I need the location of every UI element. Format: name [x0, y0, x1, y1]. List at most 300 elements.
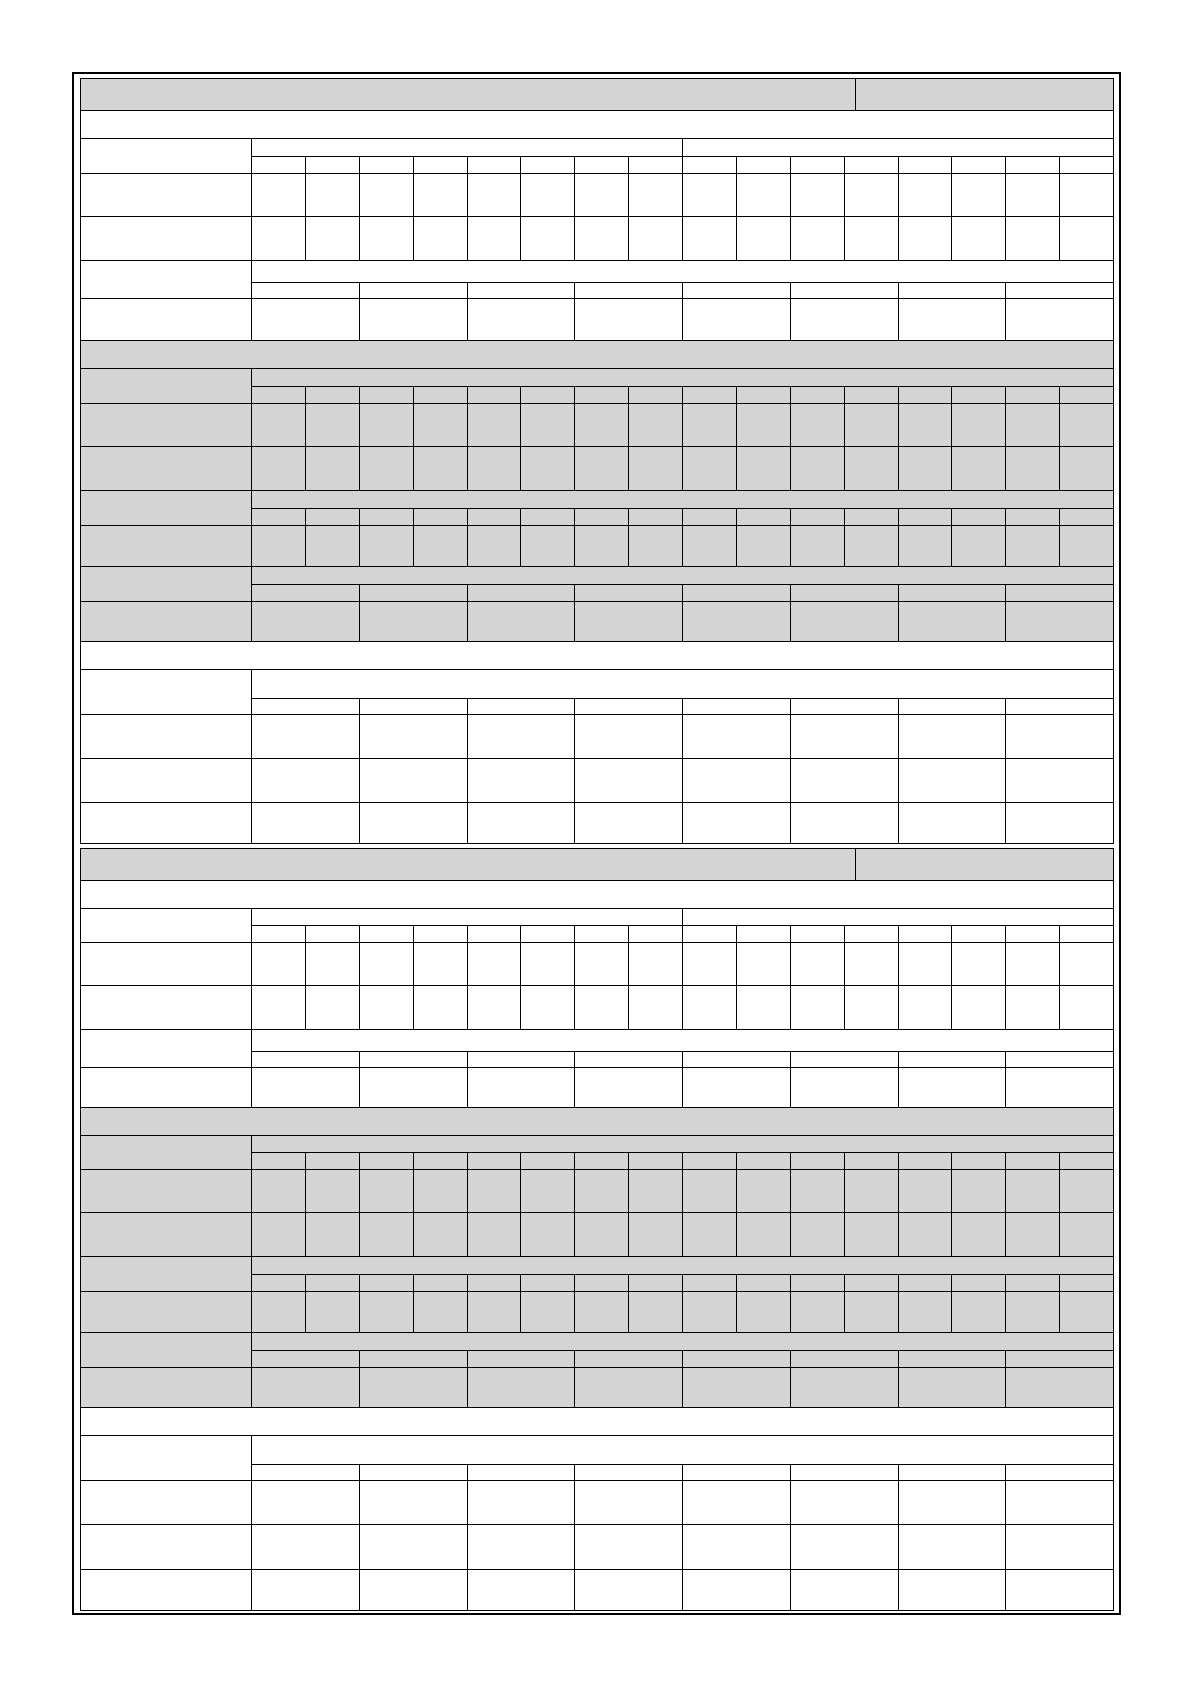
group-label-cell: [80, 1332, 252, 1368]
column-header-cell: [736, 1274, 791, 1292]
column-header-cell: [628, 1274, 683, 1292]
column-header-cell: [736, 386, 791, 404]
column-header-cell: [898, 1274, 953, 1292]
data-cell: [1059, 1291, 1114, 1333]
data-cell: [413, 1291, 468, 1333]
data-cell: [898, 1291, 953, 1333]
group-label-cell: [80, 566, 252, 602]
row-label-cell: [80, 173, 252, 217]
data-cell: [682, 1524, 791, 1570]
data-cell: [305, 525, 360, 567]
data-cell: [251, 525, 306, 567]
data-cell: [951, 173, 1006, 217]
column-header-cell: [467, 1274, 522, 1292]
data-cell: [467, 1169, 522, 1213]
column-header-cell: [413, 1152, 468, 1170]
column-header-cell: [790, 584, 899, 602]
data-cell: [898, 1480, 1007, 1525]
column-header-cell: [467, 386, 522, 404]
column-header-cell: [359, 925, 414, 943]
column-header-cell: [1005, 386, 1060, 404]
data-cell: [682, 1212, 737, 1257]
column-header-cell: [628, 508, 683, 526]
data-cell: [574, 173, 629, 217]
data-cell: [251, 1291, 306, 1333]
data-cell: [844, 173, 899, 217]
data-cell: [1059, 525, 1114, 567]
column-header-cell: [359, 386, 414, 404]
data-cell: [951, 403, 1006, 447]
data-cell: [467, 446, 522, 491]
column-header-cell: [682, 584, 791, 602]
data-cell: [790, 173, 845, 217]
data-cell: [251, 1067, 360, 1108]
column-header-cell: [736, 925, 791, 943]
data-cell: [467, 942, 522, 986]
data-cell: [682, 1067, 791, 1108]
data-cell: [628, 403, 683, 447]
column-header-cell: [898, 584, 1007, 602]
data-cell: [359, 1480, 468, 1525]
data-cell: [251, 802, 360, 844]
data-cell: [1059, 403, 1114, 447]
data-cell: [898, 714, 1007, 759]
data-cell: [1005, 942, 1060, 986]
data-cell: [574, 942, 629, 986]
column-header-cell: [359, 508, 414, 526]
data-cell: [1059, 173, 1114, 217]
data-cell: [898, 1169, 953, 1213]
data-cell: [898, 298, 1007, 341]
data-cell: [790, 1367, 899, 1408]
section-band: [80, 340, 1114, 369]
group-label-cell: [80, 1029, 252, 1068]
data-cell: [898, 216, 953, 261]
column-header-cell: [251, 1051, 360, 1068]
data-cell: [1005, 1524, 1114, 1570]
column-header-cell: [467, 584, 576, 602]
column-header-cell: [736, 156, 791, 174]
group-label-cell: [80, 1256, 252, 1292]
data-cell: [1005, 985, 1060, 1030]
data-cell: [1059, 216, 1114, 261]
data-cell: [251, 714, 360, 759]
data-cell: [359, 403, 414, 447]
data-cell: [1005, 216, 1060, 261]
column-header-cell: [359, 1051, 468, 1068]
column-header-cell: [467, 1350, 576, 1368]
data-cell: [359, 1212, 414, 1257]
group-label-cell: [80, 1135, 252, 1170]
column-header-cell: [844, 925, 899, 943]
column-header-cell: [790, 1051, 899, 1068]
data-cell: [359, 758, 468, 803]
column-header-cell: [898, 156, 953, 174]
column-header-cell: [682, 1274, 737, 1292]
column-header-cell: [898, 1350, 1007, 1368]
row-label-cell: [80, 403, 252, 447]
data-cell: [467, 1212, 522, 1257]
data-cell: [628, 1212, 683, 1257]
data-cell: [413, 1169, 468, 1213]
data-cell: [736, 525, 791, 567]
data-cell: [413, 985, 468, 1030]
column-header-cell: [251, 386, 306, 404]
column-header-cell: [413, 925, 468, 943]
data-cell: [682, 173, 737, 217]
data-cell: [951, 216, 1006, 261]
column-header-cell: [305, 386, 360, 404]
data-cell: [574, 1569, 683, 1611]
data-cell: [790, 1212, 845, 1257]
data-cell: [682, 714, 791, 759]
data-cell: [359, 525, 414, 567]
data-cell: [790, 298, 899, 341]
column-header-cell: [467, 1152, 522, 1170]
column-header-cell: [520, 386, 575, 404]
column-header-cell: [898, 1051, 1007, 1068]
data-cell: [574, 601, 683, 642]
column-header-cell: [898, 508, 953, 526]
row-label-cell: [80, 985, 252, 1030]
row-label-cell: [80, 714, 252, 759]
data-cell: [951, 446, 1006, 491]
data-cell: [467, 1524, 576, 1570]
data-cell: [359, 985, 414, 1030]
data-cell: [682, 985, 737, 1030]
column-header-cell: [467, 925, 522, 943]
column-header-cell: [951, 925, 1006, 943]
column-header-cell: [1005, 282, 1114, 299]
column-header-cell: [790, 1350, 899, 1368]
data-cell: [1005, 525, 1060, 567]
data-cell: [682, 446, 737, 491]
data-cell: [574, 1480, 683, 1525]
column-header-cell: [1059, 1274, 1114, 1292]
column-header-cell: [898, 698, 1007, 715]
data-cell: [251, 985, 306, 1030]
row-label-cell: [80, 601, 252, 642]
data-cell: [898, 758, 1007, 803]
column-header-cell: [790, 156, 845, 174]
column-header-cell: [790, 1464, 899, 1481]
data-cell: [574, 802, 683, 844]
column-header-cell: [359, 1274, 414, 1292]
column-header-cell: [682, 156, 737, 174]
data-cell: [898, 1569, 1007, 1611]
column-header-cell: [951, 1274, 1006, 1292]
row-label-cell: [80, 1291, 252, 1333]
column-header-cell: [898, 282, 1007, 299]
column-header-cell: [520, 1274, 575, 1292]
section-band: [80, 880, 1114, 909]
column-header-cell: [1005, 1051, 1114, 1068]
column-header-cell: [628, 925, 683, 943]
column-header-cell: [682, 386, 737, 404]
group-header-left: [251, 138, 683, 157]
data-cell: [790, 1569, 899, 1611]
data-cell: [574, 985, 629, 1030]
data-cell: [574, 403, 629, 447]
data-cell: [628, 446, 683, 491]
column-header-cell: [682, 1152, 737, 1170]
data-cell: [520, 1169, 575, 1213]
column-header-cell: [251, 1350, 360, 1368]
data-cell: [574, 714, 683, 759]
data-cell: [520, 1291, 575, 1333]
data-cell: [251, 1212, 306, 1257]
column-header-cell: [1005, 156, 1060, 174]
data-cell: [898, 985, 953, 1030]
row-label-cell: [80, 802, 252, 844]
data-cell: [574, 758, 683, 803]
data-cell: [628, 173, 683, 217]
data-cell: [467, 758, 576, 803]
data-cell: [682, 1291, 737, 1333]
column-header-cell: [790, 282, 899, 299]
data-cell: [251, 1569, 360, 1611]
column-header-cell: [574, 156, 629, 174]
group-header: [251, 1029, 1114, 1052]
column-header-cell: [251, 1464, 360, 1481]
row-label-cell: [80, 1569, 252, 1611]
data-cell: [1005, 298, 1114, 341]
data-cell: [413, 446, 468, 491]
data-cell: [574, 446, 629, 491]
group-header-right: [682, 908, 1114, 926]
data-cell: [1005, 403, 1060, 447]
data-cell: [790, 525, 845, 567]
column-header-cell: [574, 1350, 683, 1368]
row-label-cell: [80, 942, 252, 986]
section-band: [80, 110, 1114, 139]
column-header-cell: [359, 1152, 414, 1170]
column-header-cell: [951, 386, 1006, 404]
column-header-cell: [682, 1464, 791, 1481]
data-cell: [682, 403, 737, 447]
block-title-cell: [80, 78, 856, 111]
data-cell: [359, 1067, 468, 1108]
data-cell: [736, 942, 791, 986]
column-header-cell: [628, 156, 683, 174]
data-cell: [790, 1067, 899, 1108]
data-cell: [305, 985, 360, 1030]
column-header-cell: [359, 156, 414, 174]
data-cell: [790, 985, 845, 1030]
data-cell: [1005, 1569, 1114, 1611]
data-cell: [628, 985, 683, 1030]
column-header-cell: [1059, 508, 1114, 526]
data-cell: [682, 1169, 737, 1213]
data-cell: [1005, 1480, 1114, 1525]
data-cell: [898, 942, 953, 986]
data-cell: [574, 298, 683, 341]
data-cell: [898, 802, 1007, 844]
data-cell: [467, 1291, 522, 1333]
data-cell: [844, 1291, 899, 1333]
data-cell: [305, 1212, 360, 1257]
data-cell: [467, 298, 576, 341]
column-header-cell: [574, 698, 683, 715]
data-cell: [359, 802, 468, 844]
column-header-cell: [359, 698, 468, 715]
data-cell: [951, 1212, 1006, 1257]
data-cell: [844, 446, 899, 491]
column-header-cell: [413, 386, 468, 404]
data-cell: [359, 1367, 468, 1408]
row-label-cell: [80, 1367, 252, 1408]
data-cell: [251, 403, 306, 447]
column-header-cell: [951, 1152, 1006, 1170]
data-cell: [898, 173, 953, 217]
group-header: [251, 490, 1114, 509]
group-header: [251, 1332, 1114, 1351]
data-cell: [790, 1480, 899, 1525]
data-cell: [790, 446, 845, 491]
column-header-cell: [467, 698, 576, 715]
column-header-cell: [844, 156, 899, 174]
column-header-cell: [736, 1152, 791, 1170]
group-header: [251, 260, 1114, 283]
column-header-cell: [574, 1274, 629, 1292]
group-label-cell: [80, 368, 252, 404]
data-cell: [467, 216, 522, 261]
data-cell: [467, 985, 522, 1030]
data-cell: [844, 525, 899, 567]
data-cell: [1059, 1212, 1114, 1257]
group-label-cell: [80, 138, 252, 174]
column-header-cell: [682, 282, 791, 299]
data-cell: [736, 1291, 791, 1333]
data-cell: [682, 758, 791, 803]
group-label-cell: [80, 669, 252, 715]
column-header-cell: [951, 156, 1006, 174]
column-header-cell: [1005, 1152, 1060, 1170]
column-header-cell: [574, 1051, 683, 1068]
data-cell: [251, 446, 306, 491]
column-header-cell: [467, 282, 576, 299]
column-header-cell: [251, 698, 360, 715]
column-header-cell: [898, 1464, 1007, 1481]
data-cell: [1005, 758, 1114, 803]
column-header-cell: [574, 1152, 629, 1170]
data-cell: [413, 1212, 468, 1257]
data-cell: [574, 1212, 629, 1257]
data-cell: [251, 216, 306, 261]
column-header-cell: [413, 508, 468, 526]
column-header-cell: [574, 925, 629, 943]
data-cell: [574, 525, 629, 567]
data-cell: [574, 1291, 629, 1333]
data-cell: [844, 1169, 899, 1213]
data-cell: [467, 1067, 576, 1108]
column-header-cell: [1059, 156, 1114, 174]
row-label-cell: [80, 525, 252, 567]
row-label-cell: [80, 1067, 252, 1108]
data-cell: [1005, 1291, 1060, 1333]
data-cell: [467, 1367, 576, 1408]
data-cell: [359, 1569, 468, 1611]
data-cell: [628, 1169, 683, 1213]
data-cell: [520, 525, 575, 567]
data-cell: [413, 173, 468, 217]
data-cell: [305, 216, 360, 261]
data-cell: [898, 1367, 1007, 1408]
data-cell: [628, 216, 683, 261]
column-header-cell: [574, 1464, 683, 1481]
data-cell: [1005, 601, 1114, 642]
data-cell: [413, 216, 468, 261]
data-cell: [736, 1169, 791, 1213]
section-band: [80, 1407, 1114, 1436]
data-cell: [1059, 446, 1114, 491]
group-header: [251, 1256, 1114, 1275]
data-cell: [1059, 942, 1114, 986]
column-header-cell: [790, 1274, 845, 1292]
data-cell: [1005, 446, 1060, 491]
column-header-cell: [520, 925, 575, 943]
column-header-cell: [1005, 698, 1114, 715]
column-header-cell: [359, 584, 468, 602]
row-label-cell: [80, 1480, 252, 1525]
data-cell: [359, 1524, 468, 1570]
column-header-cell: [574, 508, 629, 526]
data-cell: [467, 173, 522, 217]
column-header-cell: [898, 386, 953, 404]
data-cell: [251, 758, 360, 803]
data-cell: [682, 1367, 791, 1408]
data-cell: [413, 403, 468, 447]
data-cell: [682, 942, 737, 986]
data-cell: [305, 942, 360, 986]
data-cell: [1005, 714, 1114, 759]
column-header-cell: [736, 508, 791, 526]
column-header-cell: [467, 1051, 576, 1068]
data-cell: [1059, 1169, 1114, 1213]
data-cell: [467, 1569, 576, 1611]
data-cell: [359, 714, 468, 759]
data-cell: [305, 403, 360, 447]
section-band: [80, 641, 1114, 670]
data-cell: [574, 1524, 683, 1570]
column-header-cell: [1005, 925, 1060, 943]
column-header-cell: [844, 1152, 899, 1170]
group-header: [251, 566, 1114, 585]
data-cell: [951, 942, 1006, 986]
column-header-cell: [251, 1274, 306, 1292]
column-header-cell: [251, 156, 306, 174]
data-cell: [520, 1212, 575, 1257]
column-header-cell: [1005, 1350, 1114, 1368]
block-title-side-cell: [855, 848, 1114, 881]
data-cell: [682, 525, 737, 567]
column-header-cell: [790, 698, 899, 715]
column-header-cell: [413, 156, 468, 174]
column-header-cell: [359, 282, 468, 299]
group-label-cell: [80, 908, 252, 943]
block-title-side-cell: [855, 78, 1114, 111]
group-header-left: [251, 908, 683, 926]
data-cell: [790, 942, 845, 986]
data-cell: [736, 173, 791, 217]
data-cell: [467, 601, 576, 642]
data-cell: [844, 403, 899, 447]
data-cell: [359, 1291, 414, 1333]
data-cell: [413, 525, 468, 567]
column-header-cell: [1005, 508, 1060, 526]
column-header-cell: [682, 1051, 791, 1068]
group-header-right: [682, 138, 1114, 157]
